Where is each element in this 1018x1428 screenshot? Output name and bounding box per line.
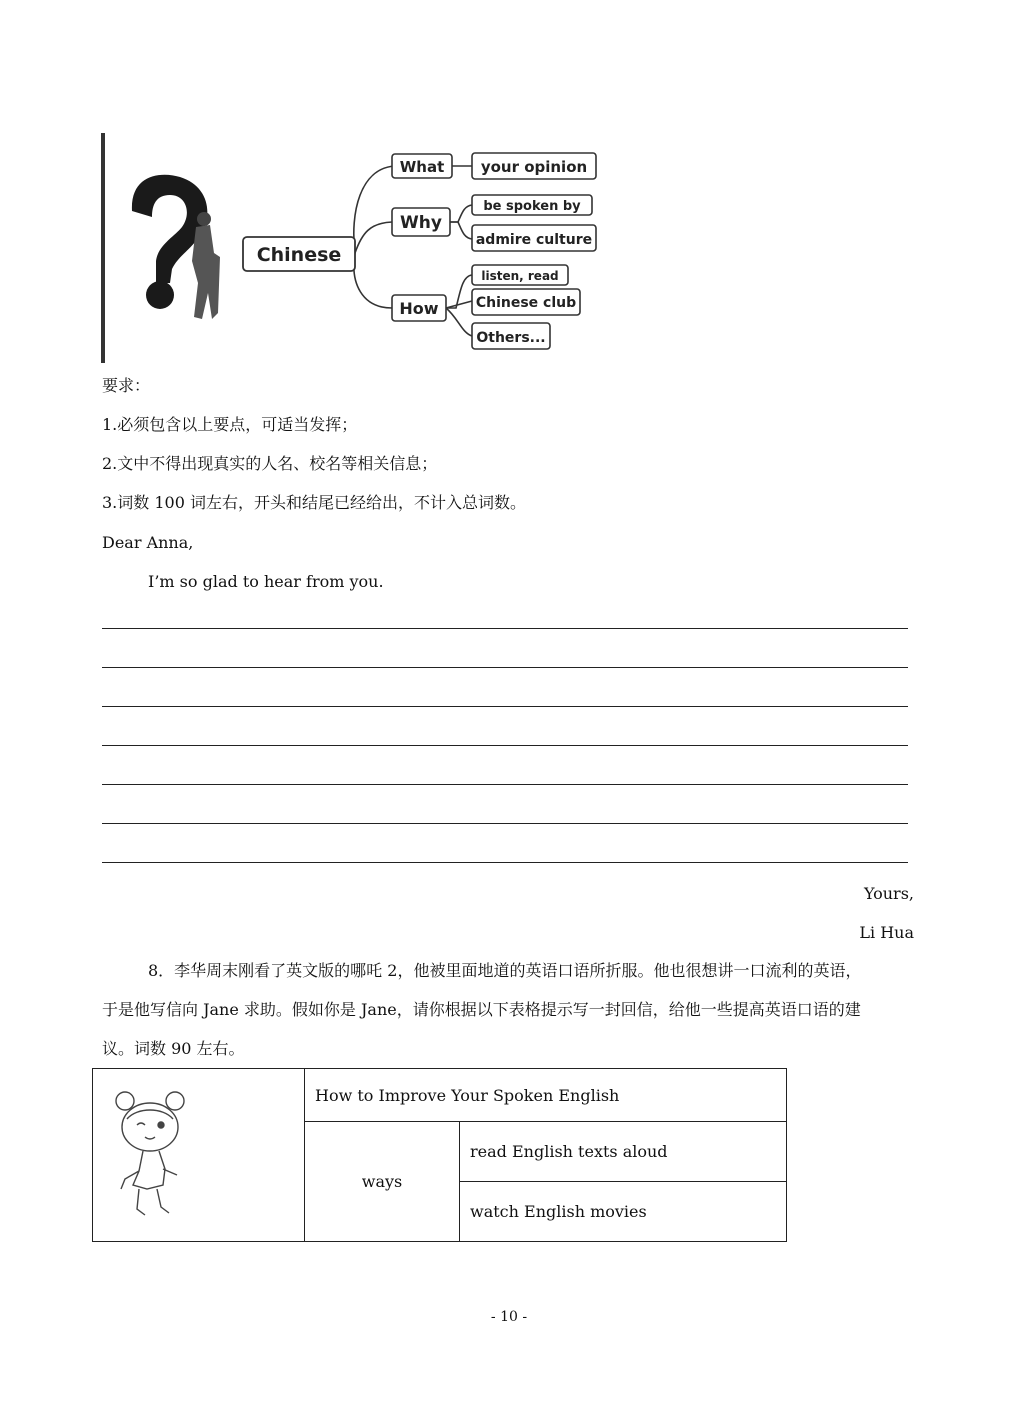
requirements-title: 要求：	[102, 376, 151, 395]
letter-opening: I’m so glad to hear from you.	[148, 572, 384, 591]
leaf-label-listen-read: listen, read	[481, 269, 559, 283]
figure-left-bar	[101, 133, 105, 363]
cartoon-girl-icon	[103, 1085, 203, 1225]
leaf-label-chinese-club: Chinese club	[475, 295, 577, 311]
writing-line[interactable]	[102, 862, 908, 863]
leaf-label-admire-culture: admire culture	[475, 232, 593, 248]
writing-line[interactable]	[102, 745, 908, 746]
leaf-label-your-opinion: your opinion	[480, 158, 588, 176]
writing-line[interactable]	[102, 628, 908, 629]
mindmap-diagram	[100, 133, 600, 365]
requirement-item: 1.必须包含以上要点，可适当发挥；	[102, 415, 358, 434]
leaf-label-others: Others...	[476, 330, 546, 346]
leaf-label-be-spoken-by: be spoken by	[483, 199, 581, 214]
requirement-item: 3.词数 100 词左右，开头和结尾已经给出，不计入总词数。	[102, 493, 526, 512]
letter-salutation: Dear Anna,	[102, 533, 194, 552]
letter-closing: Yours,	[863, 884, 914, 903]
question-mark-icon	[132, 175, 220, 319]
table-header-cell: How to Improve Your Spoken English	[305, 1069, 787, 1122]
mindmap-center-label: Chinese	[256, 244, 342, 266]
question8-line3: 议。词数 90 左右。	[102, 1039, 245, 1058]
branch-label-why: Why	[400, 213, 442, 233]
page-number: - 10 -	[490, 1309, 528, 1325]
letter-signature: Li Hua	[859, 923, 914, 942]
tips-table	[92, 1068, 787, 1242]
writing-line[interactable]	[102, 706, 908, 707]
way-cell: watch English movies	[460, 1182, 787, 1242]
way-cell: read English texts aloud	[460, 1122, 787, 1182]
cartoon-cell	[93, 1069, 305, 1242]
writing-line[interactable]	[102, 823, 908, 824]
ways-label-cell: ways	[305, 1122, 460, 1242]
writing-line[interactable]	[102, 784, 908, 785]
question8-line1: 8．李华周末刚看了英文版的哪吒 2，他被里面地道的英语口语所折服。他也很想讲一口流利的英语，	[148, 961, 862, 980]
requirement-item: 2.文中不得出现真实的人名、校名等相关信息；	[102, 454, 438, 473]
writing-line[interactable]	[102, 667, 908, 668]
question8-line2: 于是他写信向 Jane 求助。假如你是 Jane，请你根据以下表格提示写一封回信，给他一些提高英语口语的建	[102, 1000, 861, 1019]
branch-label-how: How	[399, 299, 439, 318]
branch-label-what: What	[399, 158, 445, 176]
mindmap-figure	[100, 133, 600, 365]
